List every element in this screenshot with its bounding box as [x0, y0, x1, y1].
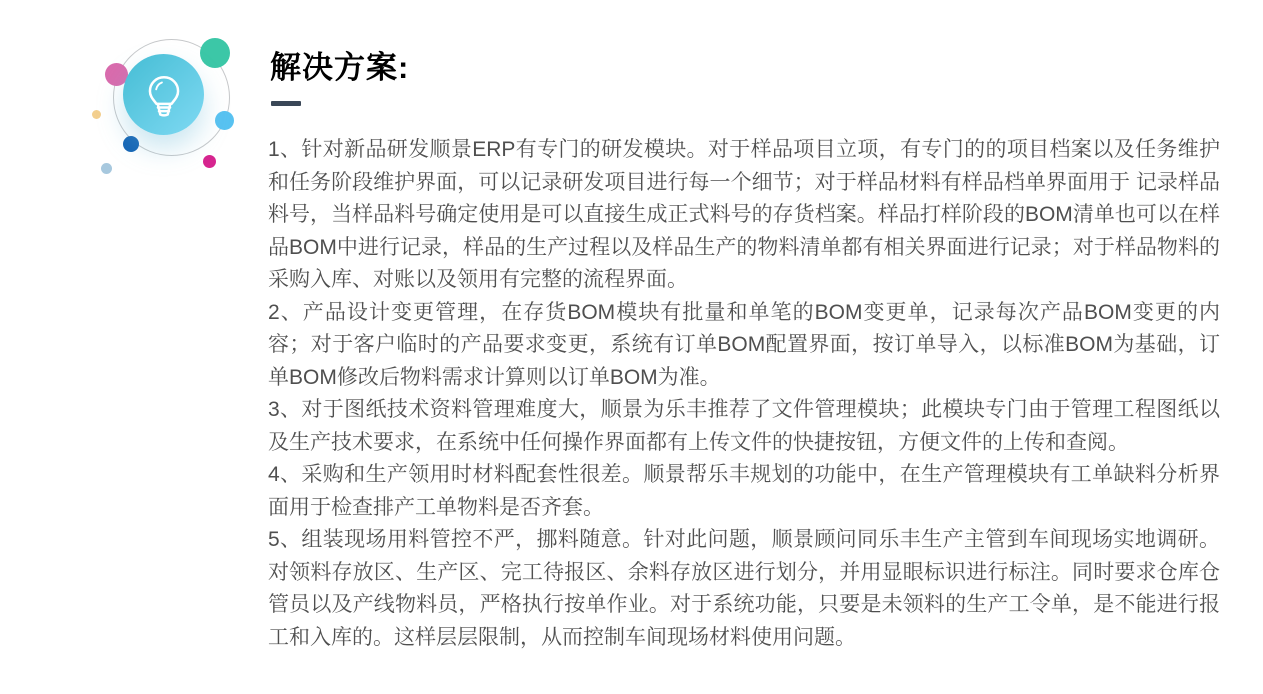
solution-paragraph-1: 1、针对新品研发顺景ERP有专门的研发模块。对于样品项目立项，有专门的的项目档案以及任务维护和任务阶段维护界面，可以记录研发项目进行每一个细节；对于样品材料有样品档单界面用于 记录样品料号，当样品料号确定使用是可以直接生成正式料号的存货档案。样品打样阶段的BOM清单也可以在样品BOM中进行记录，样品的生产过程以及样品生产的物料清单都有相关界面进行记录；对于样品物料的采购入库、对账以及领用有完整的流程界面。	[268, 138, 1220, 291]
magenta-dot	[203, 155, 216, 168]
solution-text-block	[268, 134, 1220, 654]
solution-paragraph-3: 3、对于图纸技术资料管理难度大，顺景为乐丰推荐了文件管理模块；此模块专门由于管理工程图纸以及生产技术要求，在系统中任何操作界面都有上传文件的快捷按钮，方便文件的上传和查阅。	[268, 398, 1220, 454]
sky-blue-dot	[215, 111, 234, 130]
yellow-dot	[92, 110, 101, 119]
solution-paragraph-5: 5、组装现场用料管控不严，挪料随意。针对此问题，顺景顾问同乐丰生产主管到车间现场实地调研。对领料存放区、生产区、完工待报区、余料存放区进行划分，并用显眼标识进行标注。同时要求仓库仓管员以及产线物料员，严格执行按单作业。对于系统功能，只要是未领料的生产工令单，是不能进行报工和入库的。这样层层限制，从而控制车间现场材料使用问题。	[268, 528, 1220, 649]
solution-paragraph-4: 4、采购和生产领用时材料配套性很差。顺景帮乐丰规划的功能中，在生产管理模块有工单缺料分析界面用于检查排产工单物料是否齐套。	[268, 463, 1220, 519]
lightbulb-icon-cluster	[85, 28, 255, 203]
solution-paragraph-2: 2、产品设计变更管理，在存货BOM模块有批量和单笔的BOM变更单，记录每次产品BOM变更的内容；对于客户临时的产品要求变更，系统有订单BOM配置界面，按订单导入，以标准BOM为基础，订单BOM修改后物料需求计算则以订单BOM为准。	[268, 300, 1220, 389]
lightbulb-icon	[139, 70, 189, 120]
steel-blue-dot	[101, 163, 112, 174]
page-title: 解决方案:	[270, 50, 410, 85]
dark-blue-dot	[123, 136, 139, 152]
lightbulb-circle	[123, 54, 204, 135]
title-accent-bar	[271, 101, 301, 106]
teal-dot	[200, 38, 230, 68]
